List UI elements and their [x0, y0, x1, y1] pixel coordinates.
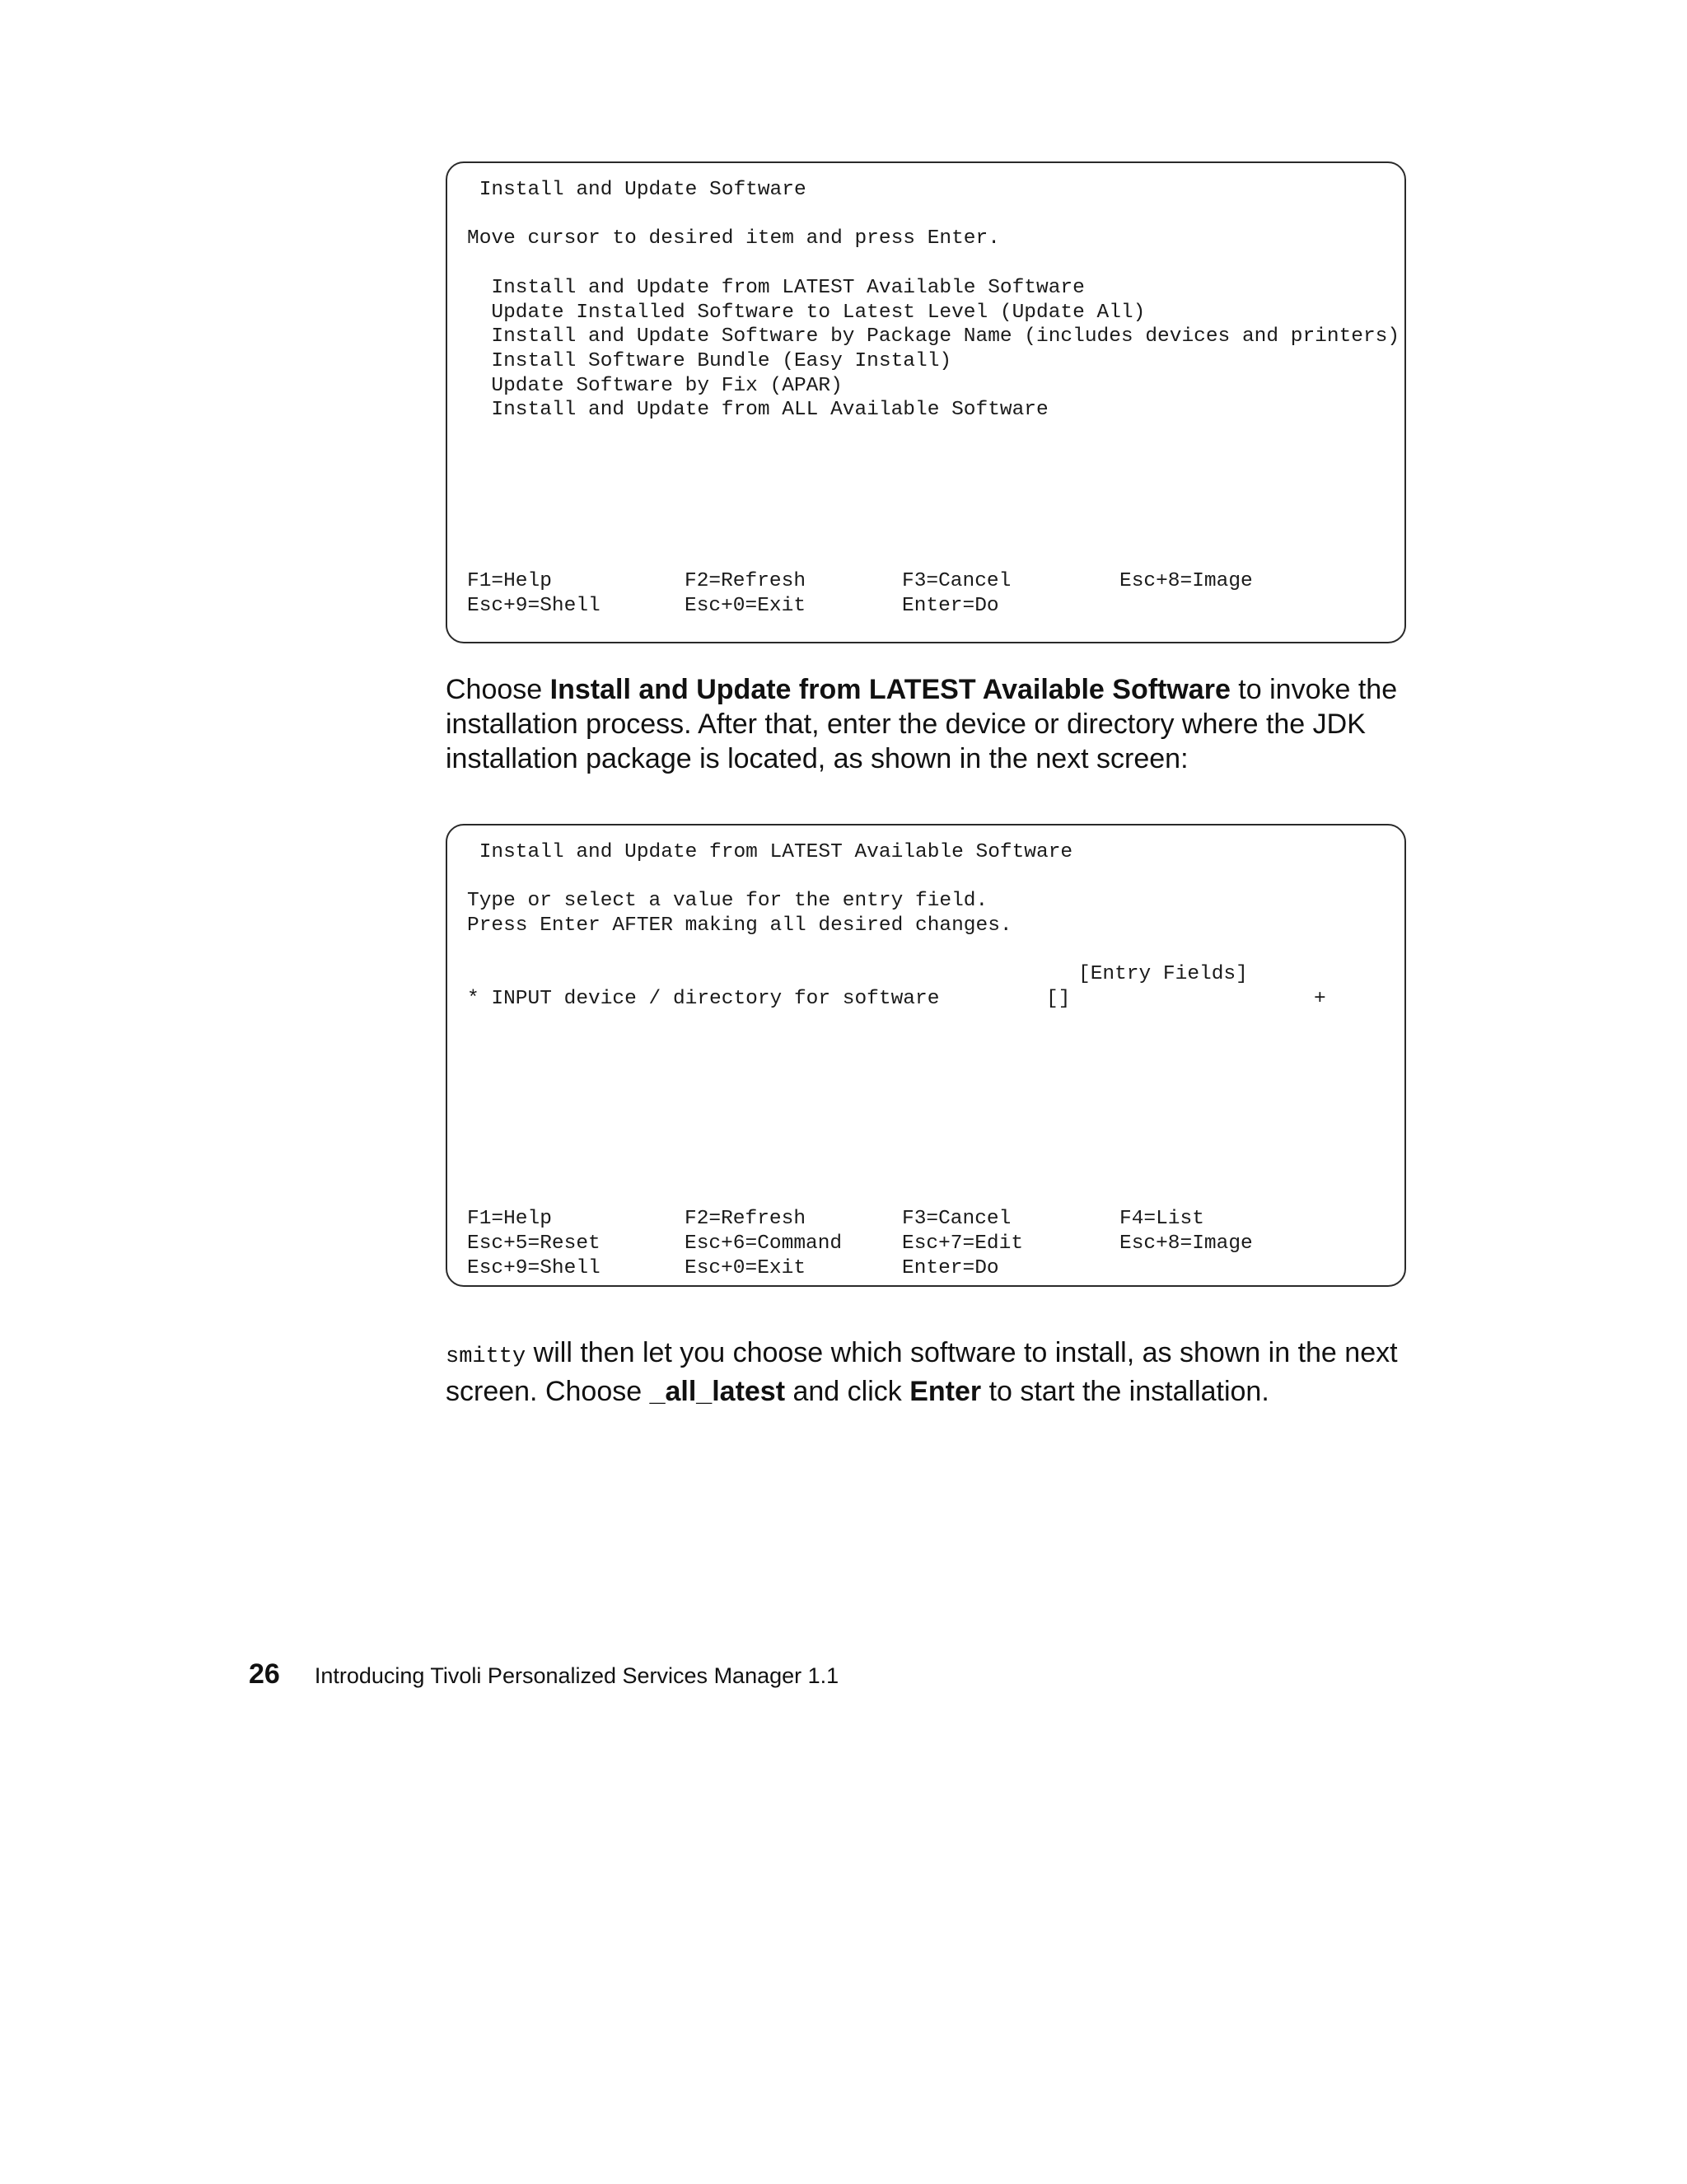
screen-instruction-1: Type or select a value for the entry field. [467, 890, 988, 912]
entry-fields-header: [Entry Fields] [1078, 963, 1248, 985]
key-esc7-edit[interactable]: Esc+7=Edit [902, 1232, 1024, 1255]
key-esc6-command[interactable]: Esc+6=Command [685, 1232, 843, 1255]
key-f2-refresh[interactable]: F2=Refresh [685, 570, 806, 592]
smitty-screen-install-update [446, 161, 1406, 643]
key-f3-cancel[interactable]: F3=Cancel [902, 570, 1012, 592]
key-esc8-image[interactable]: Esc+8=Image [1119, 1232, 1253, 1255]
page-footer [249, 1658, 839, 1691]
code-smitty: smitty [446, 1345, 526, 1369]
menu-item-by-package-name[interactable]: Install and Update Software by Package Name (includes devices and printers) [467, 325, 1400, 348]
input-device-label: * INPUT device / directory for software [467, 988, 940, 1010]
book-title: Introducing Tivoli Personalized Services Manager 1.1 [314, 1663, 839, 1688]
para1-text-post: to invoke the installation process. After that, enter the device or directory where the JDK installation package is located, as shown in the next screen: [446, 674, 1398, 774]
para2-text-3: to start the installation. [981, 1376, 1269, 1407]
para2-text-1: will then let you choose which software to install, as shown in the next screen. Choose [446, 1337, 1398, 1407]
key-esc9-shell[interactable]: Esc+9=Shell [467, 1257, 600, 1279]
menu-item-install-all[interactable]: Install and Update from ALL Available Software [467, 399, 1049, 421]
key-esc5-reset[interactable]: Esc+5=Reset [467, 1232, 600, 1255]
screen-instruction-2: Press Enter AFTER making all desired changes. [467, 914, 1012, 937]
key-f4-list[interactable]: F4=List [1119, 1208, 1204, 1230]
menu-item-by-fix[interactable]: Update Software by Fix (APAR) [467, 375, 843, 397]
screen-title: Install and Update Software [467, 179, 806, 201]
para2-text-2: and click [785, 1376, 910, 1407]
key-enter-do[interactable]: Enter=Do [902, 595, 999, 617]
para2-bold-all-latest: _all_latest [649, 1376, 786, 1407]
key-f1-help[interactable]: F1=Help [467, 1208, 552, 1230]
menu-item-install-latest[interactable]: Install and Update from LATEST Available Software [467, 277, 1085, 299]
page-number: 26 [249, 1658, 280, 1690]
para1-text-pre: Choose [446, 674, 550, 705]
key-f2-refresh[interactable]: F2=Refresh [685, 1208, 806, 1230]
key-f3-cancel[interactable]: F3=Cancel [902, 1208, 1012, 1230]
para1-bold-menu-name: Install and Update from LATEST Available Software [549, 674, 1231, 705]
key-f1-help[interactable]: F1=Help [467, 570, 552, 592]
screen-title: Install and Update from LATEST Available Software [467, 841, 1073, 863]
body-paragraph-1 [446, 672, 1409, 776]
smitty-screen-install-latest [446, 824, 1406, 1287]
key-esc8-image[interactable]: Esc+8=Image [1119, 570, 1253, 592]
key-esc9-shell[interactable]: Esc+9=Shell [467, 595, 600, 617]
key-esc0-exit[interactable]: Esc+0=Exit [685, 1257, 806, 1279]
para2-bold-enter: Enter [909, 1376, 982, 1407]
list-marker[interactable]: + [1314, 988, 1326, 1010]
body-paragraph-2 [446, 1335, 1409, 1409]
input-device-field[interactable]: [] [1046, 988, 1071, 1010]
menu-item-update-all[interactable]: Update Installed Software to Latest Level (Update All) [467, 302, 1146, 324]
screen-instruction: Move cursor to desired item and press Enter. [467, 227, 1000, 250]
key-enter-do[interactable]: Enter=Do [902, 1257, 999, 1279]
menu-item-software-bundle[interactable]: Install Software Bundle (Easy Install) [467, 350, 952, 372]
key-esc0-exit[interactable]: Esc+0=Exit [685, 595, 806, 617]
